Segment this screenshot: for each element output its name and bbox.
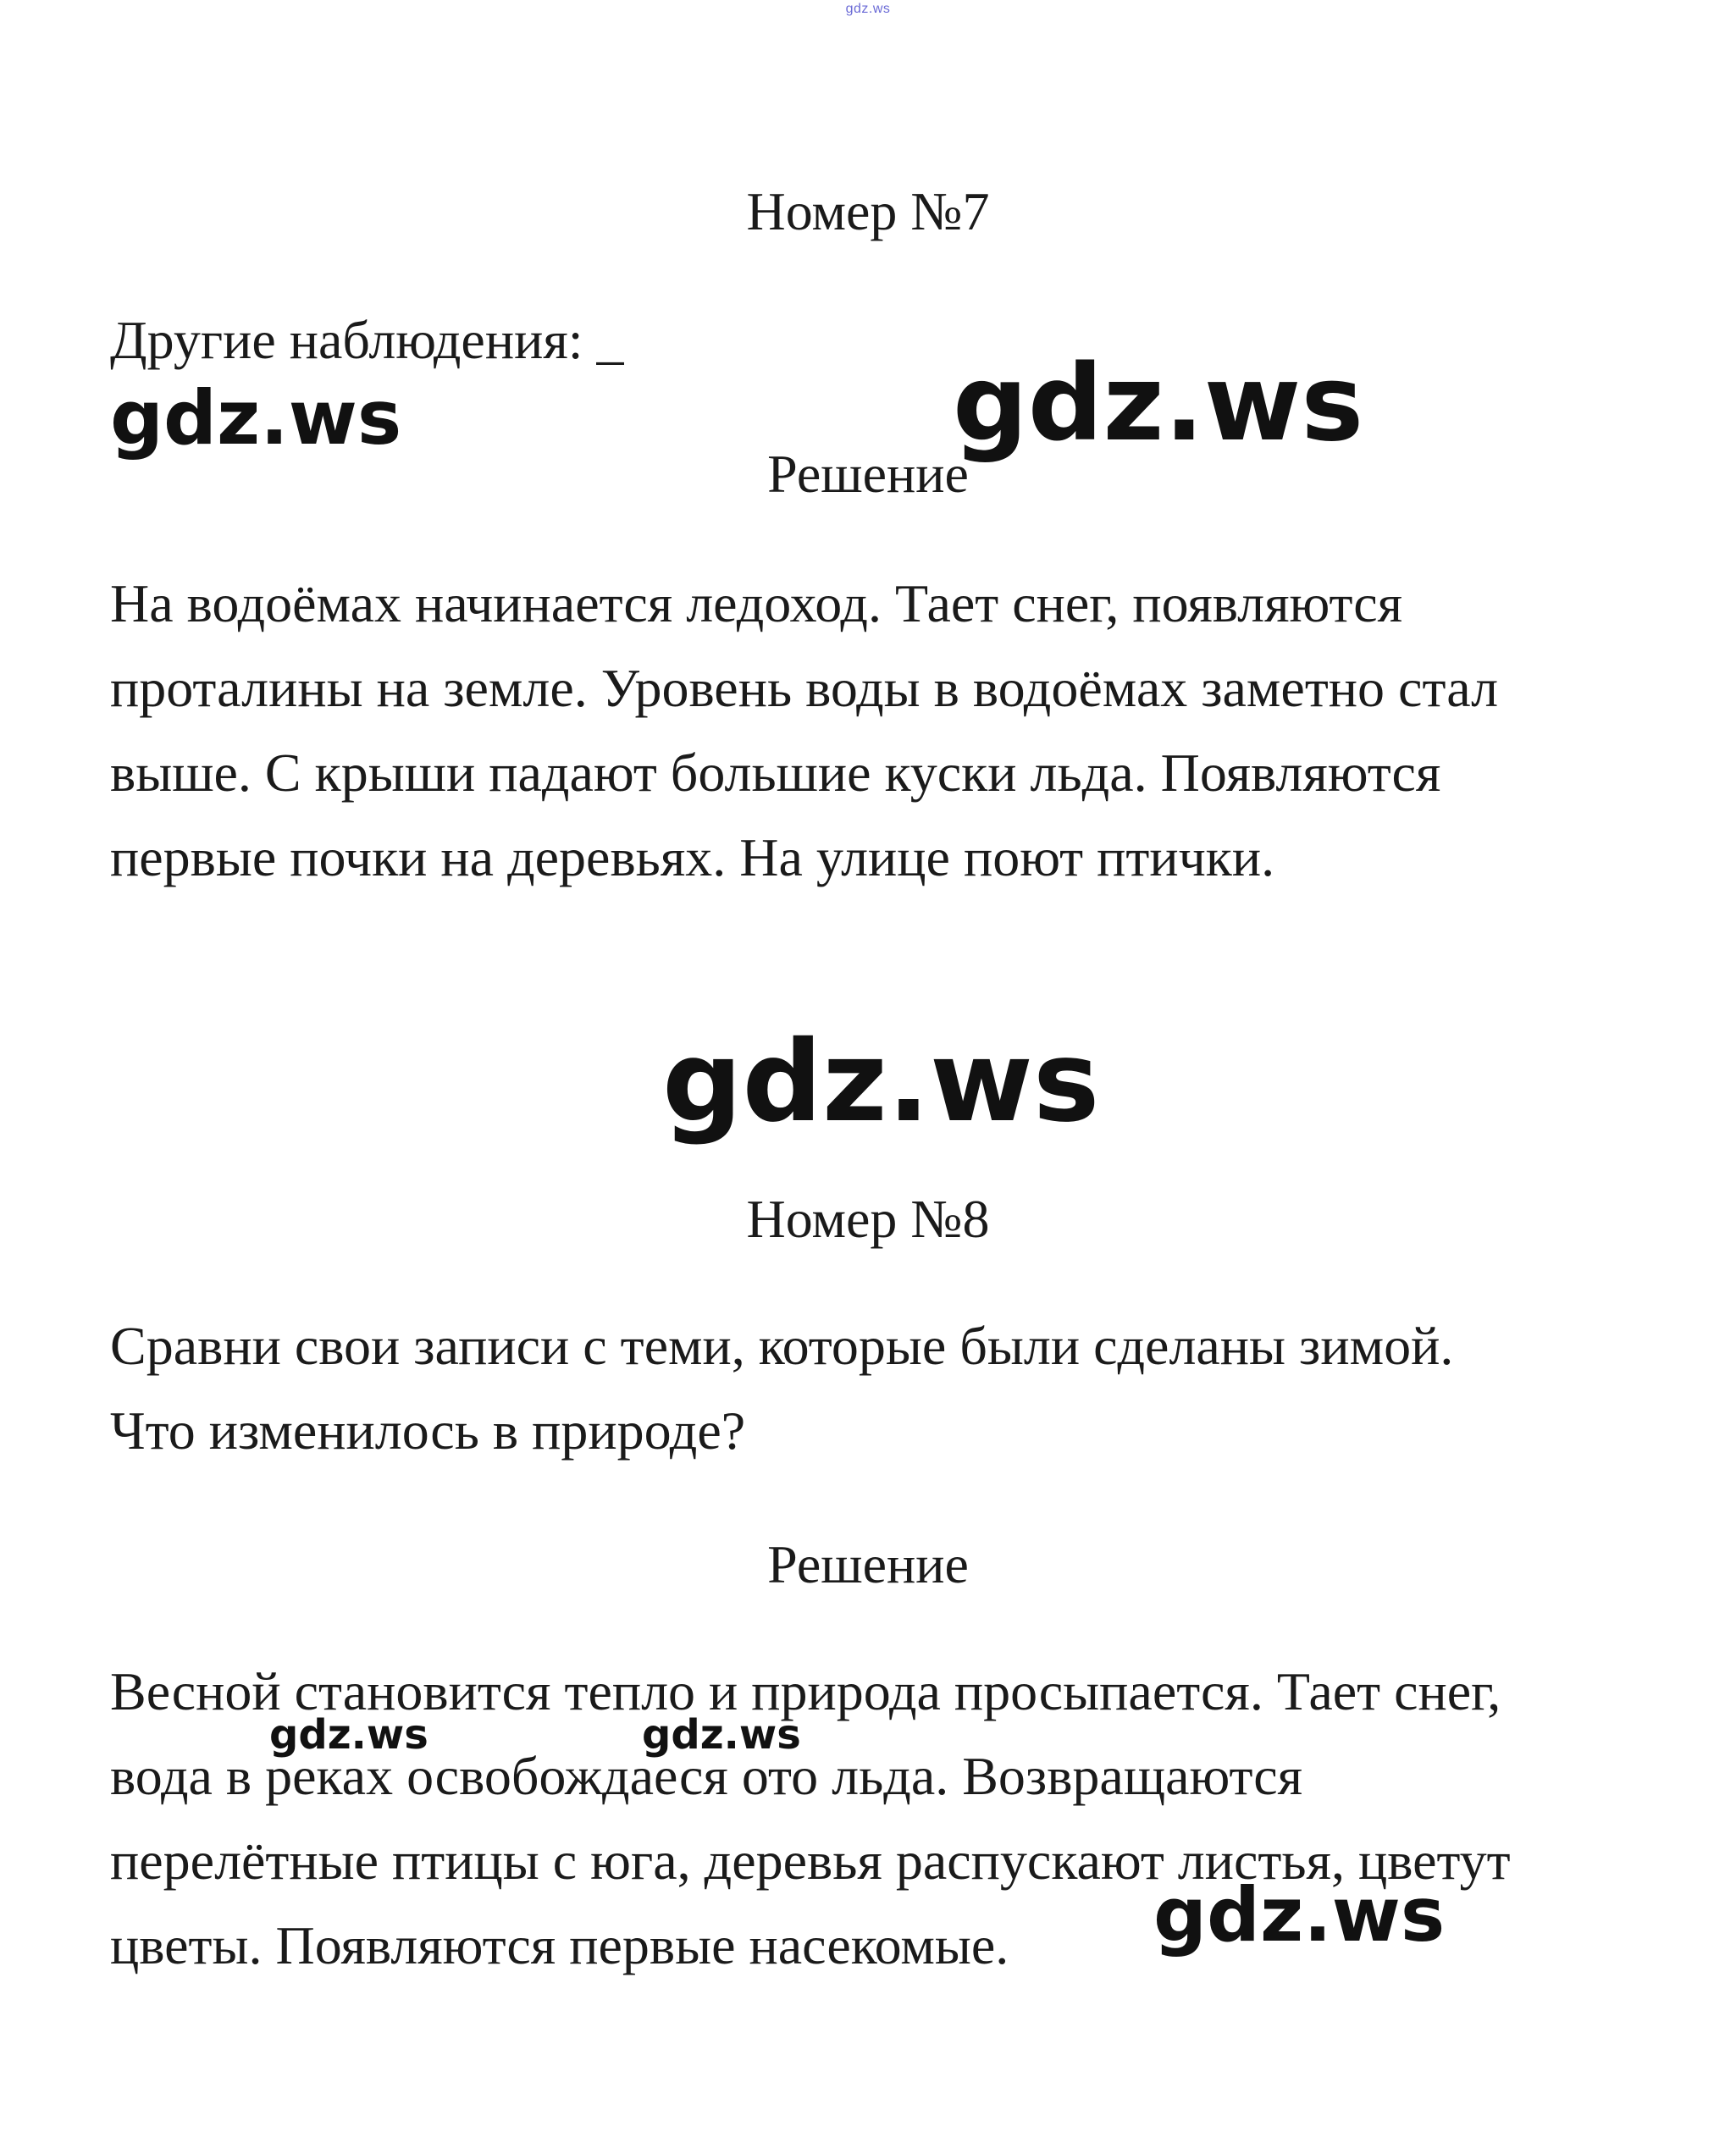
task-7-line-2: проталины на земле. Уровень воды в водоёмах заметно стал: [110, 658, 1499, 718]
task-8-line-3: перелётные птицы с юга, деревья распускают листья, цветут: [110, 1831, 1511, 1891]
task-7-solution-label: Решение: [767, 444, 969, 504]
watermark-logo: gdz.ws: [662, 1017, 1100, 1147]
task-7-prompt: [110, 298, 1651, 383]
task-8-prompt: [110, 1304, 1651, 1473]
task-7-title: Номер №7: [746, 181, 990, 241]
watermark-logo: gdz.ws: [269, 1711, 428, 1759]
task-7-prompt-text: Другие наблюдения: _: [110, 310, 624, 370]
watermark-logo: gdz.ws: [953, 343, 1364, 465]
task-8-solution-label: Решение: [767, 1534, 969, 1594]
task-8-prompt-line-1: Сравни свои записи с теми, которые были сделаны зимой.: [110, 1316, 1454, 1376]
task-8-title: Номер №8: [746, 1189, 990, 1249]
task-7-line-4: первые почки на деревьях. На улице поют птички.: [110, 827, 1275, 887]
task-8-line-1: Весной становится тепло и природа просыпается. Тает снег,: [110, 1661, 1501, 1721]
task-8-line-4: цветы. Появляются первые насекомые.: [110, 1915, 1009, 1975]
watermark-logo: gdz.ws: [1153, 1871, 1446, 1958]
top-watermark: gdz.ws: [845, 2, 891, 16]
task-7-line-1: На водоёмах начинается ледоход. Тает снег, появляются: [110, 573, 1403, 633]
task-7-solution-text: [110, 561, 1651, 900]
task-8-prompt-line-2: Что изменилось в природе?: [110, 1400, 746, 1461]
task-7-line-3: выше. С крыши падают большие куски льда. Появляются: [110, 743, 1441, 803]
watermark-logo: gdz.ws: [642, 1711, 801, 1759]
task-8-line-2: вода в реках освобождаеся ото льда. Возвращаются: [110, 1746, 1303, 1806]
watermark-logo: gdz.ws: [110, 374, 402, 461]
